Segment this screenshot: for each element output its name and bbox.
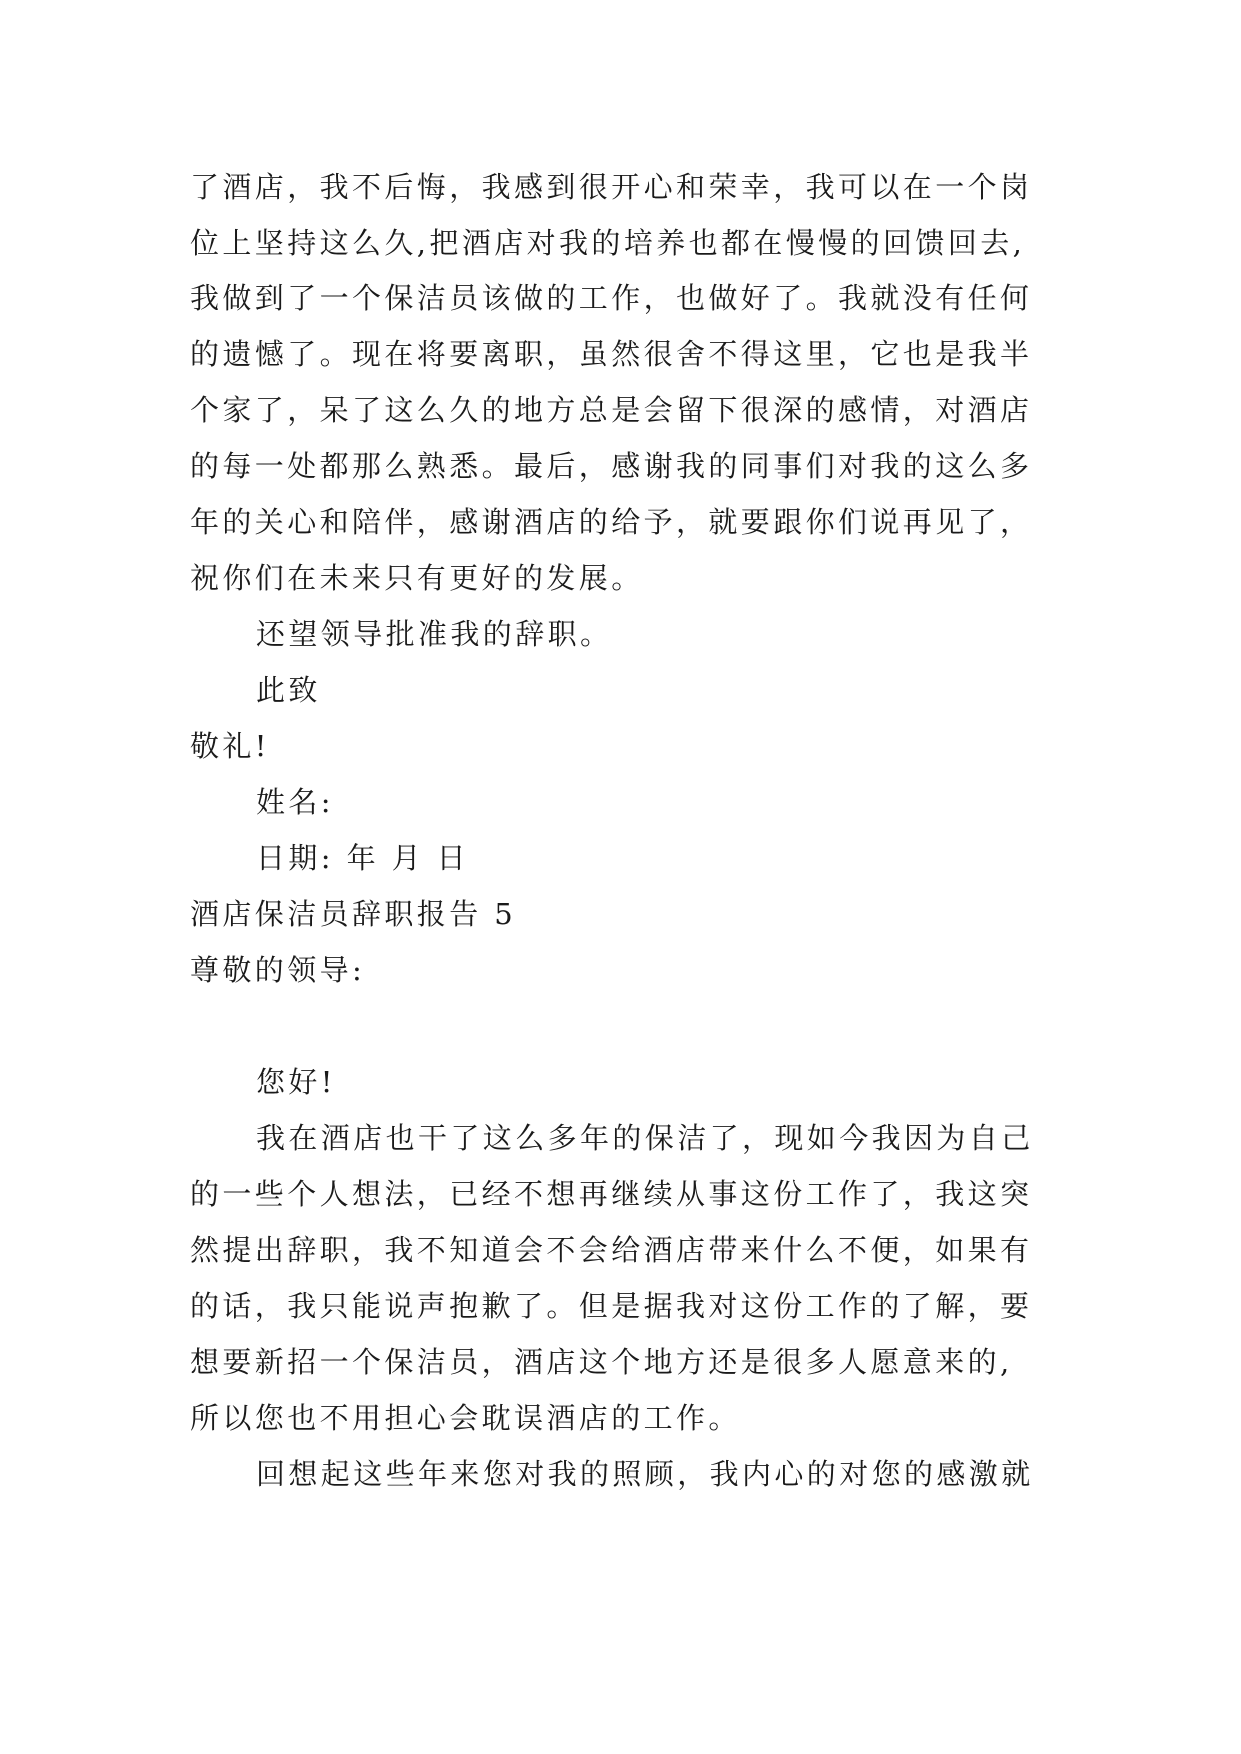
body-text-line-2: 位上坚持这么久,把酒店对我的培养也都在慢慢的回馈回去, <box>190 226 1026 260</box>
body-text-line-13: 想要新招一个保洁员，酒店这个地方还是很多人愿意来的, <box>190 1345 1013 1379</box>
greeting-line: 您好! <box>256 1065 336 1099</box>
closing-regards: 敬礼! <box>190 729 270 763</box>
body-text-line-14: 所以您也不用担心会耽误酒店的工作。 <box>190 1401 741 1435</box>
body-text-line-1: 了酒店，我不后悔，我感到很开心和荣幸，我可以在一个岗 <box>190 170 1033 204</box>
body-text-line-12: 的话，我只能说声抱歉了。但是据我对这份工作的了解，要 <box>190 1289 1033 1323</box>
body-text-line-8: 祝你们在未来只有更好的发展。 <box>190 561 644 595</box>
body-text-line-15: 回想起这些年来您对我的照顾，我内心的对您的感激就 <box>256 1457 1034 1491</box>
body-text-line-5: 个家了，呆了这么久的地方总是会留下很深的感情，对酒店 <box>190 393 1033 427</box>
body-text-line-4: 的遗憾了。现在将要离职，虽然很舍不得这里，它也是我半 <box>190 337 1033 371</box>
closing-salutation: 此致 <box>256 673 321 707</box>
body-text-line-9: 我在酒店也干了这么多年的保洁了，现如今我因为自己 <box>256 1121 1034 1155</box>
signature-name-field: 姓名: <box>256 785 334 819</box>
letter-recipient: 尊敬的领导: <box>190 953 366 987</box>
section-title: 酒店保洁员辞职报告 5 <box>190 897 517 931</box>
body-text-line-7: 年的关心和陪伴，感谢酒店的给予，就要跟你们说再见了， <box>190 505 1033 539</box>
signature-date-field: 日期: 年 月 日 <box>256 841 470 875</box>
approval-request-line: 还望领导批准我的辞职。 <box>256 617 613 651</box>
body-text-line-6: 的每一处都那么熟悉。最后，感谢我的同事们对我的这么多 <box>190 449 1033 483</box>
body-text-line-11: 然提出辞职，我不知道会不会给酒店带来什么不便，如果有 <box>190 1233 1033 1267</box>
body-text-line-3: 我做到了一个保洁员该做的工作，也做好了。我就没有任何 <box>190 281 1033 315</box>
body-text-line-10: 的一些个人想法，已经不想再继续从事这份工作了，我这突 <box>190 1177 1033 1211</box>
